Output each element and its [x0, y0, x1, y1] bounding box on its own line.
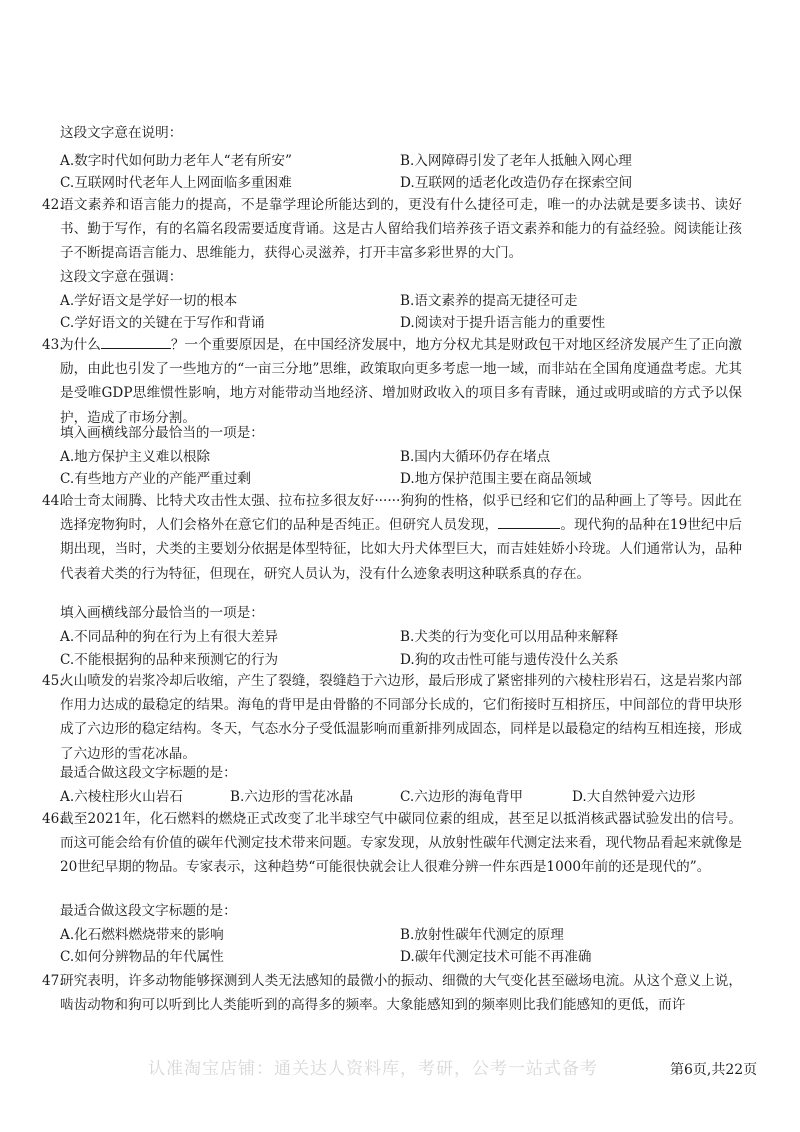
- q42-option-a: A.学好语文是学好一切的根本: [60, 293, 238, 309]
- q46-option-a: A.化石燃料燃烧带来的影响: [60, 927, 224, 943]
- q47-passage: 研究表明，许多动物能够探测到人类无法感知的最微小的振动、细微的大气变化甚至磁场电流。从这个意义上说，啮齿动物和狗可以听到比人类能听到的高得多的频率。大象能感知到的频率则比我们能感知的更低，而许: [60, 973, 742, 1014]
- q45-prompt: 最适合做这段文字标题的是：: [60, 765, 237, 781]
- q42-option-b: B.语文素养的提高无捷径可走: [400, 293, 578, 309]
- q44-option-c: C.不能根据狗的品种来预测它的行为: [60, 652, 279, 668]
- q43-text-after: ？一个重要原因是，在中国经济发展中，地方分权尤其是财政包干对地区经济发展产生了正向激励，由此也引发了一些地方的“一亩三分地”思维，政策取向更多考虑一地一域，而非站在全国角度通盘考虑。尤其是受唯GDP思维惯性影响，地方对能带动当地经济、增加财政收入的项目多有青睐，通过或明或暗的方式予以保护，造成了市场分割。: [60, 337, 743, 426]
- q46-prompt: 最适合做这段文字标题的是：: [60, 903, 237, 919]
- q43-answer-blank: [101, 336, 171, 349]
- q45-option-d: D.大自然钟爱六边形: [572, 789, 696, 805]
- q42-option-d: D.阅读对于提升语言能力的重要性: [400, 315, 606, 331]
- q45-option-c: C.六边形的海龟背甲: [400, 789, 523, 805]
- q46-option-b: B.放射性碳年代测定的原理: [400, 927, 564, 943]
- q43-option-d: D.地方保护范围主要在商品领域: [400, 471, 592, 487]
- q44-option-a: A.不同品种的狗在行为上有很大差异: [60, 629, 279, 645]
- q46-number: 46.: [42, 811, 64, 827]
- q44-answer-blank: [498, 516, 560, 529]
- q41-prompt: 这段文字意在说明：: [60, 125, 183, 141]
- q44-option-b: B.犬类的行为变化可以用品种来解释: [400, 629, 619, 645]
- q43-text-before: 为什么: [60, 337, 101, 353]
- q44-number: 44.: [42, 493, 64, 509]
- q43-option-a: A.地方保护主义难以根除: [60, 449, 211, 465]
- q41-option-c: C.互联网时代老年人上网面临多重困难: [60, 175, 292, 191]
- q44-prompt: 填入画横线部分最恰当的一项是：: [60, 605, 264, 621]
- q45-number: 45.: [42, 673, 64, 689]
- q43-prompt: 填入画横线部分最恰当的一项是：: [60, 425, 264, 441]
- q41-option-d: D.互联网的适老化改造仍存在探索空间: [400, 175, 633, 191]
- q44-passage: [60, 489, 742, 586]
- q42-number: 42.: [42, 197, 64, 213]
- q44-text-before: 哈士奇太闹腾、比特犬攻击性太强、拉布拉多很友好······狗狗的性格，似乎已经和它们的品种画上了等号。因此在选择宠物狗时，人们会格外在意它们的品种是否纯正。但研究人员发现，: [60, 493, 742, 534]
- q44-text-after: 。现代狗的品种在19世纪中后期出现，当时，犬类的主要划分依据是体型特征，比如大丹犬体型巨大，而吉娃娃娇小玲珑。人们通常认为，品种代表着犬类的行为特征，但现在，研究人员认为，没有什么迹象表明这种联系真的存在。: [60, 517, 743, 582]
- shop-watermark: 认准淘宝店铺：通关达人资料库，考研，公考一站式备考: [148, 1059, 598, 1079]
- q46-option-d: D.碳年代测定技术可能不再准确: [400, 949, 592, 965]
- q43-passage: [60, 333, 742, 430]
- q42-passage: 语文素养和语言能力的提高，不是靠学理论所能达到的，更没有什么捷径可走，唯一的办法就是要多读书、读好书、勤于写作，有的名篇名段需要适度背诵。这是古人留给我们培养孩子语文素养和能力的有益经验。阅读能让孩子不断提高语言能力、思维能力，获得心灵滋养，打开丰富多彩世界的大门。: [60, 197, 742, 262]
- q43-option-b: B.国内大循环仍存在堵点: [400, 449, 551, 465]
- q43-option-c: C.有些地方产业的产能严重过剩: [60, 471, 251, 487]
- q46-option-c: C.如何分辨物品的年代属性: [60, 949, 224, 965]
- q41-option-b: B.入网障碍引发了老年人抵触入网心理: [400, 153, 632, 169]
- q44-option-d: D.狗的攻击性可能与遗传没什么关系: [400, 652, 619, 668]
- q47-number: 47.: [42, 973, 64, 989]
- q45-passage: 火山喷发的岩浆冷却后收缩，产生了裂缝，裂缝趋于六边形，最后形成了紧密排列的六棱柱形岩石，这是岩浆内部作用力达成的最稳定的结果。海龟的背甲是由骨骼的不同部分长成的，它们衔接时互相挤压，中间部位的背甲块形成了六边形的稳定结构。冬天，气态水分子受低温影响而重新排列成固态，同样是以最稳定的结构互相连接，形成了六边形的雪花冰晶。: [60, 673, 742, 762]
- q42-prompt: 这段文字意在强调：: [60, 269, 183, 285]
- q45-option-a: A.六棱柱形火山岩石: [60, 789, 183, 805]
- q45-option-b: B.六边形的雪花冰晶: [230, 789, 354, 805]
- q41-option-a: A.数字时代如何助力老年人“老有所安”: [60, 153, 292, 169]
- page-number: 第6页,共22页: [670, 1062, 758, 1078]
- q42-option-c: C.学好语文的关键在于写作和背诵: [60, 315, 265, 331]
- q43-number: 43.: [42, 337, 64, 353]
- q46-passage: 截至2021年，化石燃料的燃烧正式改变了北半球空气中碳同位素的组成，甚至足以抵消核武器试验发出的信号。而这可能会给有价值的碳年代测定技术带来问题。专家发现，从放射性碳年代测定法来看，现代物品看起来就像是20世纪早期的物品。专家表示，这种趋势“可能很快就会让人很难分辨一件东西是1000年前的还是现代的”。: [60, 811, 742, 876]
